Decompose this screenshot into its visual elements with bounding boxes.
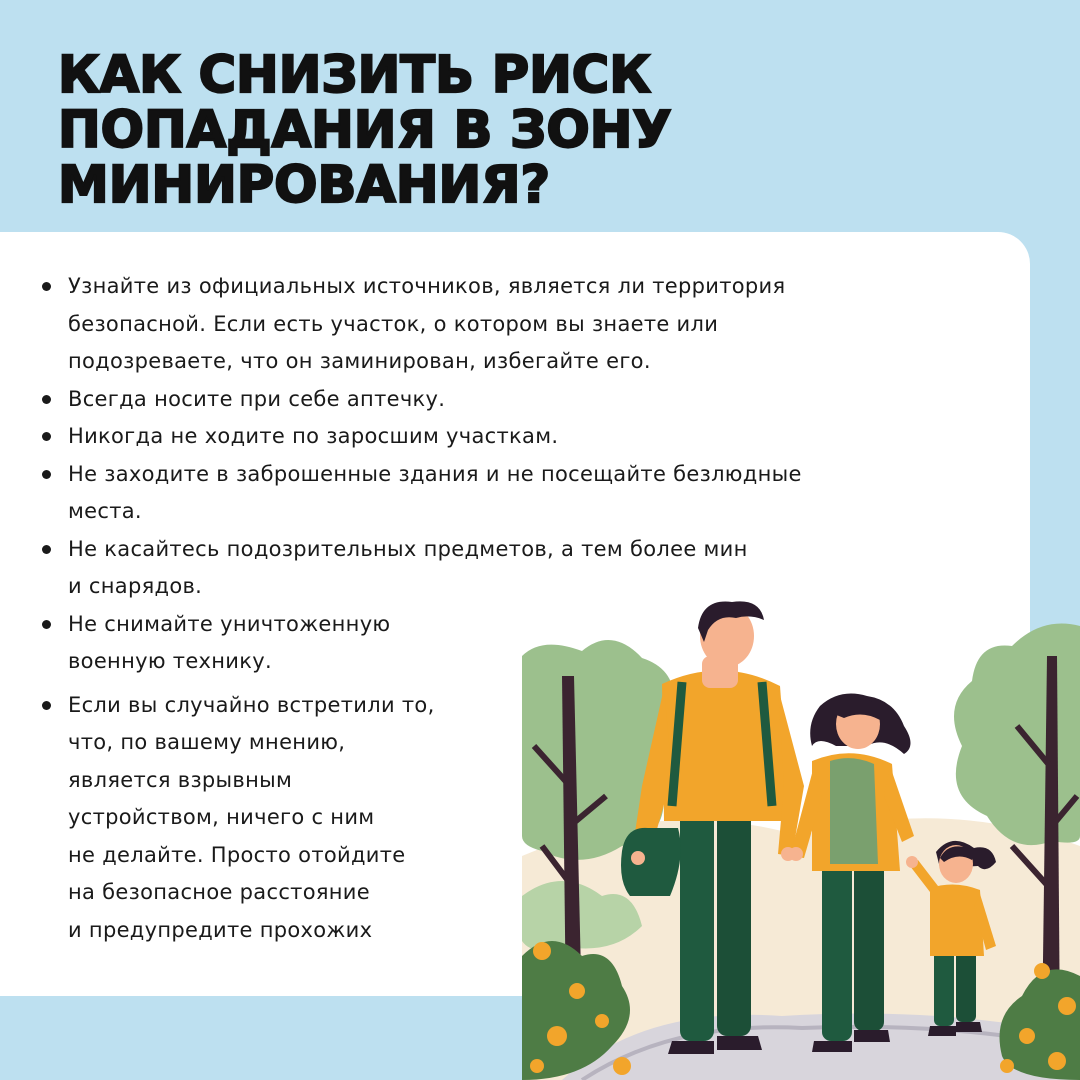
tip-line: места.: [68, 499, 142, 523]
tip-line: является взрывным: [68, 767, 293, 792]
page-title: [58, 48, 818, 213]
tip-line: Узнайте из официальных источников, является ли территория: [68, 274, 786, 298]
list-item: [40, 531, 802, 606]
tip-line: военную технику.: [68, 649, 272, 673]
title-line-3: МИНИРОВАНИЯ?: [58, 156, 551, 215]
title-line-1: КАК СНИЗИТЬ РИСК: [58, 46, 651, 105]
bullet-icon: [42, 545, 51, 554]
list-item: [40, 418, 802, 456]
bullet-icon: [42, 701, 51, 710]
tip-line: что, по вашему мнению,: [68, 730, 346, 754]
tip-line: и снарядов.: [68, 574, 203, 598]
tip-line: устройством, ничего с ним: [68, 805, 375, 829]
tip-line: Не заходите в заброшенные здания и не посещайте безлюдные: [68, 461, 802, 486]
tip-line: на безопасное расстояние: [68, 880, 370, 904]
tip-line: Если вы случайно встретили то,: [68, 692, 435, 717]
tips-list: [40, 268, 802, 949]
bullet-icon: [42, 432, 51, 441]
bullet-icon: [42, 470, 51, 479]
tip-line: Не снимайте уничтоженную: [68, 611, 391, 636]
list-item: [40, 456, 802, 531]
list-item: [40, 606, 802, 681]
tip-line: не делайте. Просто отойдите: [68, 842, 406, 867]
bullet-icon: [42, 620, 51, 629]
tip-line: безопасной. Если есть участок, о котором вы знаете или: [68, 311, 719, 336]
title-line-2: ПОПАДАНИЯ В ЗОНУ: [58, 101, 672, 160]
tip-line: Всегда носите при себе аптечку.: [68, 386, 446, 411]
tip-line: Не касайтесь подозрительных предметов, а тем более мин: [68, 536, 748, 561]
list-item: [40, 687, 802, 950]
tip-line: и предупредите прохожих: [68, 917, 373, 942]
tip-line: Никогда не ходите по заросшим участкам.: [68, 424, 559, 448]
list-item: [40, 381, 802, 419]
tip-line: подозреваете, что он заминирован, избегайте его.: [68, 349, 651, 373]
list-item: [40, 268, 802, 381]
bullet-icon: [42, 282, 51, 291]
bullet-icon: [42, 395, 51, 404]
